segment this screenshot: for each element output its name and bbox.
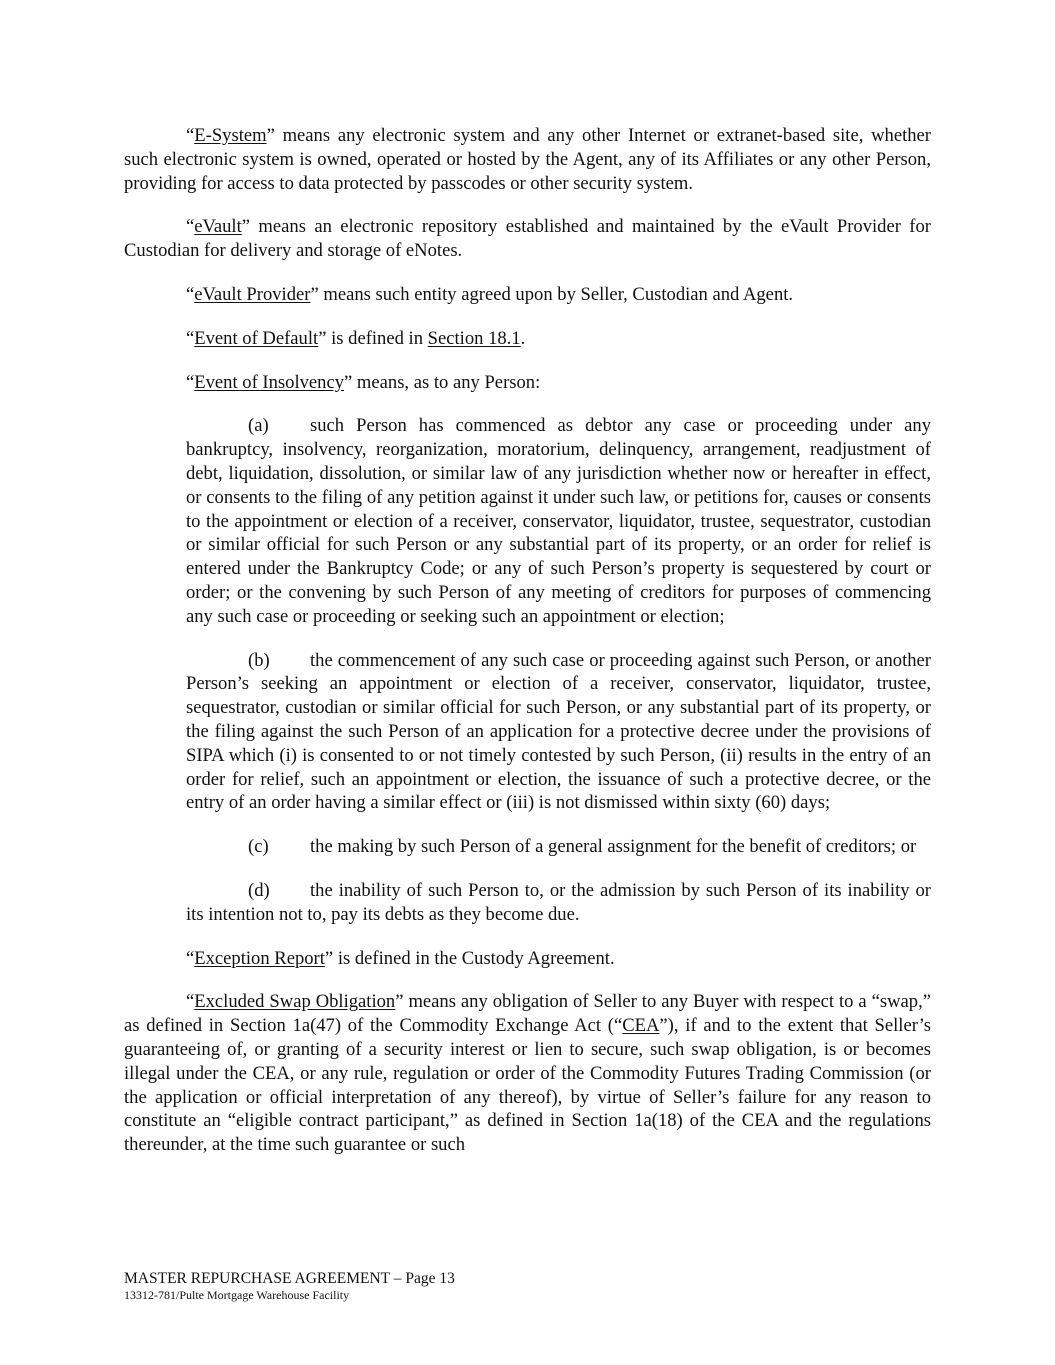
- footer-doc-id: 13312-781/Pulte Mortgage Warehouse Facility: [124, 1288, 350, 1302]
- clause-label: (c): [248, 836, 269, 858]
- term-event-of-insolvency: Event of Insolvency: [194, 371, 345, 393]
- term-exception-report: Exception Report: [194, 947, 325, 969]
- term-event-of-default: Event of Default: [194, 327, 319, 349]
- definition-exception-report: “Exception Report” is defined in the Custody Agreement.: [186, 947, 615, 969]
- section-reference-link[interactable]: Section 18.1: [427, 327, 521, 349]
- definition-e-system: “E-System” means any electronic system and any other Internet or extranet-based site, whether such electronic system is owned, operated or hosted by the Agent, any of its Affiliates or any other Person, providing for access to data protected by passcodes or other security system.: [124, 125, 931, 194]
- clause-label: (d): [248, 879, 270, 901]
- insolvency-clause-a: (a) such Person has commenced as debtor any case or proceeding under any bankruptcy, insolvency, reorganization, moratorium, delinquency, arrangement, readjustment of debt, liquidation, dissolution, or similar law of any jurisdiction whether now or hereafter in effect, or consents to the filing of any petition against it under such law, or petitions for, causes or consents to the appointment or election of a receiver, conservator, liquidator, trustee, sequestrator, custodian or similar official for such Person or any substantial part of its property, or an order for relief is entered under the Bankruptcy Code; or any of such Person’s property is sequestered by court or order; or the convening by such Person of any meeting of creditors for purposes of commencing any such case or proceeding or seeking such an appointment or election;: [186, 415, 931, 627]
- clause-label: (b): [248, 649, 270, 671]
- insolvency-clause-b: (b) the commencement of any such case or proceeding against such Person, or another Person’s seeking an appointment or election of a receiver, conservator, liquidator, trustee, sequestrator, custodian or similar official for such Person, or any substantial part of its property, or the filing against the such Person of an application for a protective decree under the provisions of SIPA which (i) is consented to or not timely contested by such Person, (ii) results in the entry of an order for relief, such an appointment or election, the issuance of such a protective decree, or the entry of an order having a similar effect or (iii) is not dismissed within sixty (60) days;: [186, 649, 931, 814]
- insolvency-clause-d: (d) the inability of such Person to, or the admission by such Person of its inability or its intention not to, pay its debts as they become due.: [186, 879, 931, 925]
- definition-evault-provider: “eVault Provider” means such entity agreed upon by Seller, Custodian and Agent.: [186, 283, 794, 305]
- page-footer: [124, 1270, 455, 1303]
- term-excluded-swap-obligation: Excluded Swap Obligation: [194, 991, 396, 1013]
- definition-event-of-default: “Event of Default” is defined in Section 18.1.: [186, 327, 526, 349]
- term-evault: eVault: [194, 216, 242, 238]
- insolvency-clause-c: (c) the making by such Person of a general assignment for the benefit of creditors; or: [248, 836, 917, 858]
- footer-title: MASTER REPURCHASE AGREEMENT – Page 13: [124, 1270, 455, 1287]
- term-evault-provider: eVault Provider: [194, 283, 311, 305]
- document-body: [124, 124, 931, 1177]
- clause-label: (a): [248, 415, 269, 437]
- term-e-system: E-System: [194, 125, 267, 146]
- definition-event-of-insolvency: “Event of Insolvency” means, as to any Person:: [186, 371, 541, 393]
- definition-excluded-swap-obligation: “Excluded Swap Obligation” means any obligation of Seller to any Buyer with respect to a “swap,” as defined in Section 1a(47) of the Commodity Exchange Act (“CEA”), if and to the extent that Seller’s guaranteeing of, or granting of a security interest or lien to secure, such swap obligation, is or becomes illegal under the CEA, or any rule, regulation or order of the Commodity Futures Trading Commission (or the application or official interpretation of any thereof), by virtue of Seller’s failure for any reason to constitute an “eligible contract participant,” as defined in Section 1a(18) of the CEA and the regulations thereunder, at the time such guarantee or such: [124, 991, 931, 1156]
- definition-evault: “eVault” means an electronic repository established and maintained by the eVault Provider for Custodian for delivery and storage of eNotes.: [124, 216, 931, 262]
- term-cea: CEA: [622, 1015, 660, 1037]
